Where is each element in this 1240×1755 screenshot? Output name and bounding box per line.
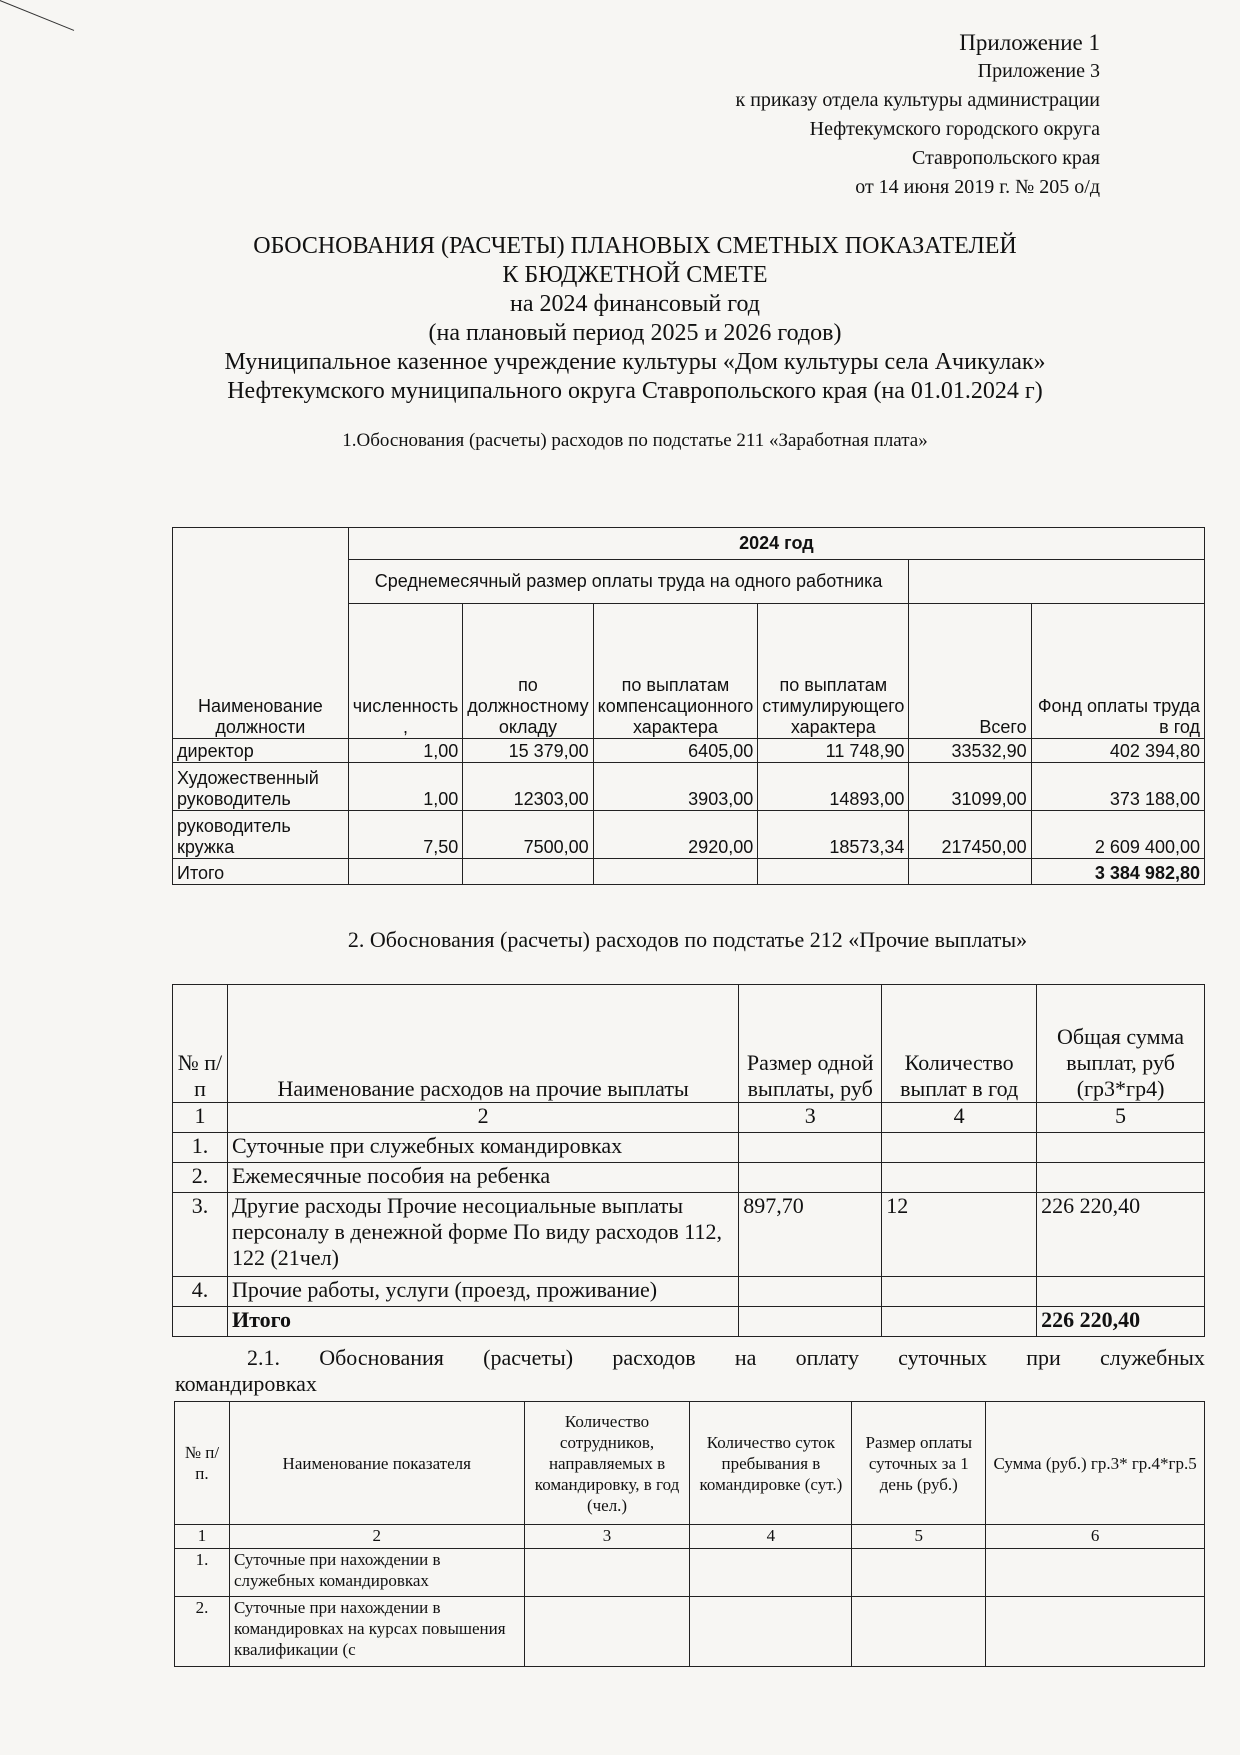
section-2-heading: 2. Обоснования (расчеты) расходов по подстатье 212 «Прочие выплаты»	[347, 927, 1028, 952]
cell-salary: 15 379,00	[463, 739, 593, 763]
col-name: Наименование расходов на прочие выплаты	[227, 985, 738, 1103]
cell-size	[739, 1163, 882, 1193]
cell-count: 1,00	[348, 763, 462, 811]
per-diem-table	[174, 1401, 1205, 1667]
heading-word: 2.1.	[247, 1345, 280, 1370]
title-line-4: (на плановый период 2025 и 2026 годов)	[428, 320, 842, 346]
order-date: от 14 июня 2019 г. № 205 о/д	[855, 176, 1100, 198]
cell-name: Прочие работы, услуги (проезд, проживание)	[227, 1277, 738, 1307]
section-2-1-heading	[175, 1345, 1205, 1397]
total-row	[173, 859, 1205, 885]
total-value: 226 220,40	[1037, 1307, 1205, 1337]
section-1-heading: 1.Обоснования (расчеты) расходов по подстатье 211 «Заработная плата»	[342, 430, 928, 451]
cell-qty	[882, 1163, 1037, 1193]
colnum: 4	[882, 1103, 1037, 1133]
col-qty: Количество выплат в год	[882, 985, 1037, 1103]
col-stimulus: по выплатам стимулирующего характера	[758, 604, 909, 739]
total-row	[173, 1307, 1205, 1337]
cell-position: руководитель кружка	[173, 811, 349, 859]
cell-sum	[1037, 1277, 1205, 1307]
cell-stimulus: 14893,00	[758, 763, 909, 811]
col-days: Количество суток пребывания в командировке (сут.)	[690, 1402, 852, 1525]
approval-block	[736, 28, 1101, 202]
heading-word: на	[734, 1345, 757, 1370]
heading-tail: командировках	[175, 1371, 317, 1396]
table-row	[173, 739, 1205, 763]
title-line-1: ОБОСНОВАНИЯ (РАСЧЕТЫ) ПЛАНОВЫХ СМЕТНЫХ ПОКАЗАТЕЛЕЙ	[253, 233, 1017, 259]
heading-word: (расчеты)	[483, 1345, 574, 1370]
cell-num: 1.	[175, 1549, 230, 1597]
cell-qty	[882, 1277, 1037, 1307]
cell-stimulus: 18573,34	[758, 811, 909, 859]
col-num: № п/п	[173, 985, 228, 1103]
cell-num: 2.	[173, 1163, 228, 1193]
cell-name: Другие расходы Прочие несоциальные выплаты персоналу в денежной форме По виду расходов 112, 122 (21чел)	[227, 1193, 738, 1277]
document-title	[170, 232, 1100, 406]
col-size: Размер одной выплаты, руб	[739, 985, 882, 1103]
institution-district: Нефтекумского муниципального округа Ставропольского края (на 01.01.2024 г)	[227, 378, 1043, 404]
heading-word: при	[1026, 1345, 1061, 1370]
appendix-1: Приложение 1	[959, 30, 1100, 55]
col-name: Наименование показателя	[229, 1402, 524, 1525]
col-total: Всего	[909, 604, 1031, 739]
cell-num: 4.	[173, 1277, 228, 1307]
title-line-3: на 2024 финансовый год	[510, 291, 760, 317]
table-row	[175, 1549, 1205, 1597]
col-num: № п/п.	[175, 1402, 230, 1525]
col-count: численность ,	[348, 604, 462, 739]
cell-qty: 12	[882, 1193, 1037, 1277]
col-salary: по должностному окладу	[463, 604, 593, 739]
cell-num: 3.	[173, 1193, 228, 1277]
table-row	[173, 1277, 1205, 1307]
total-label: Итого	[173, 859, 349, 885]
cell-name: Ежемесячные пособия на ребенка	[227, 1163, 738, 1193]
total-value: 3 384 982,80	[1031, 859, 1204, 885]
cell-sum: 226 220,40	[1037, 1193, 1205, 1277]
col-rate: Размер оплаты суточных за 1 день (руб.)	[852, 1402, 986, 1525]
table-row	[173, 1193, 1205, 1277]
col-position: Наименование должности	[173, 528, 349, 739]
colnum: 1	[175, 1525, 230, 1549]
heading-word: оплату	[795, 1345, 859, 1370]
colnum: 3	[524, 1525, 690, 1549]
col-staff: Количество сотрудников, направляемых в командировку, в год (чел.)	[524, 1402, 690, 1525]
cell-fund: 2 609 400,00	[1031, 811, 1204, 859]
colnum: 2	[229, 1525, 524, 1549]
cell-fund: 373 188,00	[1031, 763, 1204, 811]
cell-size: 897,70	[739, 1193, 882, 1277]
table-row	[173, 1133, 1205, 1163]
cell-fund: 402 394,80	[1031, 739, 1204, 763]
colnum: 1	[173, 1103, 228, 1133]
total-label: Итого	[227, 1307, 738, 1337]
colnum: 3	[739, 1103, 882, 1133]
colnum: 5	[1037, 1103, 1205, 1133]
cell-salary: 7500,00	[463, 811, 593, 859]
cell-compensation: 3903,00	[593, 763, 758, 811]
other-payments-table	[172, 984, 1205, 1337]
institution-name: Муниципальное казенное учреждение культуры «Дом культуры села Ачикулак»	[224, 349, 1046, 375]
col-fund: Фонд оплаты труда в год	[1031, 604, 1204, 739]
colnum: 5	[852, 1525, 986, 1549]
title-line-2: К БЮДЖЕТНОЙ СМЕТЕ	[502, 262, 768, 288]
table-row	[173, 811, 1205, 859]
cell-size	[739, 1133, 882, 1163]
cell-total: 217450,00	[909, 811, 1031, 859]
avg-pay-header: Среднемесячный размер оплаты труда на одного работника	[348, 560, 909, 604]
cell-total: 33532,90	[909, 739, 1031, 763]
cell-position: директор	[173, 739, 349, 763]
heading-word: расходов	[612, 1345, 696, 1370]
cell-sum	[1037, 1133, 1205, 1163]
cell-position: Художественный руководитель	[173, 763, 349, 811]
cell-count: 1,00	[348, 739, 462, 763]
order-ref: к приказу отдела культуры администрации	[735, 89, 1100, 111]
district-name: Нефтекумского городского округа	[809, 118, 1100, 140]
col-sum: Общая сумма выплат, руб (гр3*гр4)	[1037, 985, 1205, 1103]
heading-word: Обоснования	[319, 1345, 444, 1370]
cell-total: 31099,00	[909, 763, 1031, 811]
cell-compensation: 6405,00	[593, 739, 758, 763]
region-name: Ставропольского края	[912, 147, 1100, 169]
col-compensation: по выплатам компенсационного характера	[593, 604, 758, 739]
cell-stimulus: 11 748,90	[758, 739, 909, 763]
year-header: 2024 год	[348, 528, 1204, 560]
table-row	[175, 1597, 1205, 1667]
table-row	[173, 1163, 1205, 1193]
cell-num: 2.	[175, 1597, 230, 1667]
cell-count: 7,50	[348, 811, 462, 859]
cell-name: Суточные при служебных командировках	[227, 1133, 738, 1163]
heading-word: служебных	[1100, 1345, 1205, 1370]
cell-sum	[1037, 1163, 1205, 1193]
cell-salary: 12303,00	[463, 763, 593, 811]
colnum: 6	[986, 1525, 1205, 1549]
table-row	[173, 763, 1205, 811]
colnum: 4	[690, 1525, 852, 1549]
cell-name: Суточные при нахождении в служебных командировках	[229, 1549, 524, 1597]
colnum: 2	[227, 1103, 738, 1133]
cell-size	[739, 1277, 882, 1307]
cell-num: 1.	[173, 1133, 228, 1163]
appendix-3: Приложение 3	[977, 60, 1100, 82]
scan-corner-mark	[0, 0, 74, 68]
cell-qty	[882, 1133, 1037, 1163]
heading-word: суточных	[898, 1345, 988, 1370]
cell-name: Суточные при нахождении в командировках на курсах повышения квалификации (с	[229, 1597, 524, 1667]
col-sum: Сумма (руб.) гр.3* гр.4*гр.5	[986, 1402, 1205, 1525]
cell-compensation: 2920,00	[593, 811, 758, 859]
salary-table	[172, 527, 1205, 885]
